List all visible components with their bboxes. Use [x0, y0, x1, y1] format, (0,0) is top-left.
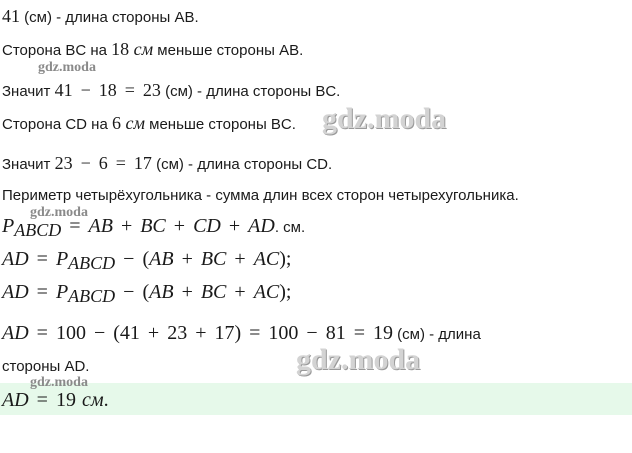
line-cd-value: Значит 23 − 6 = 17 (см) - длина стороны CD. [2, 153, 333, 173]
formula-ad-1: AD = $P_{ABCD} - (AB$ + BC + AC); [2, 248, 292, 273]
line-perimeter-def: Периметр четырёхугольника - сумма длин всех сторон четырехугольника. [2, 187, 519, 204]
watermark: gdz.moda [38, 60, 96, 75]
formula-ad-2: AD = $P_{ABCD} - (AB$ + BC + AC); [2, 281, 292, 306]
line-bc-diff: Сторона BC на 18 см меньше стороны AB. [2, 39, 304, 59]
line-bc-value: Значит 41 − 18 = 23 (см) - длина стороны BC. [2, 80, 341, 100]
watermark: gdz.moda [296, 343, 421, 376]
formula-ad-calc: AD = 100 − (41 + 23 + 17) = 100 − 81 = 19 (см) - длина [2, 322, 481, 344]
formula-perimeter: $P_{ABCD}$ = AB + BC + CD + AD. см. [2, 215, 306, 240]
watermark: gdz.moda [30, 375, 88, 390]
line-side-ad-label: стороны AD. [2, 358, 90, 375]
answer-line: AD = 19 см. [2, 389, 109, 411]
watermark: gdz.moda [30, 205, 88, 220]
watermark: gdz.moda [322, 102, 447, 135]
line-cd-diff: Сторона CD на 6 см меньше стороны BC. [2, 113, 296, 133]
line-side-ab: 41 (см) - длина стороны AB. [2, 6, 199, 26]
